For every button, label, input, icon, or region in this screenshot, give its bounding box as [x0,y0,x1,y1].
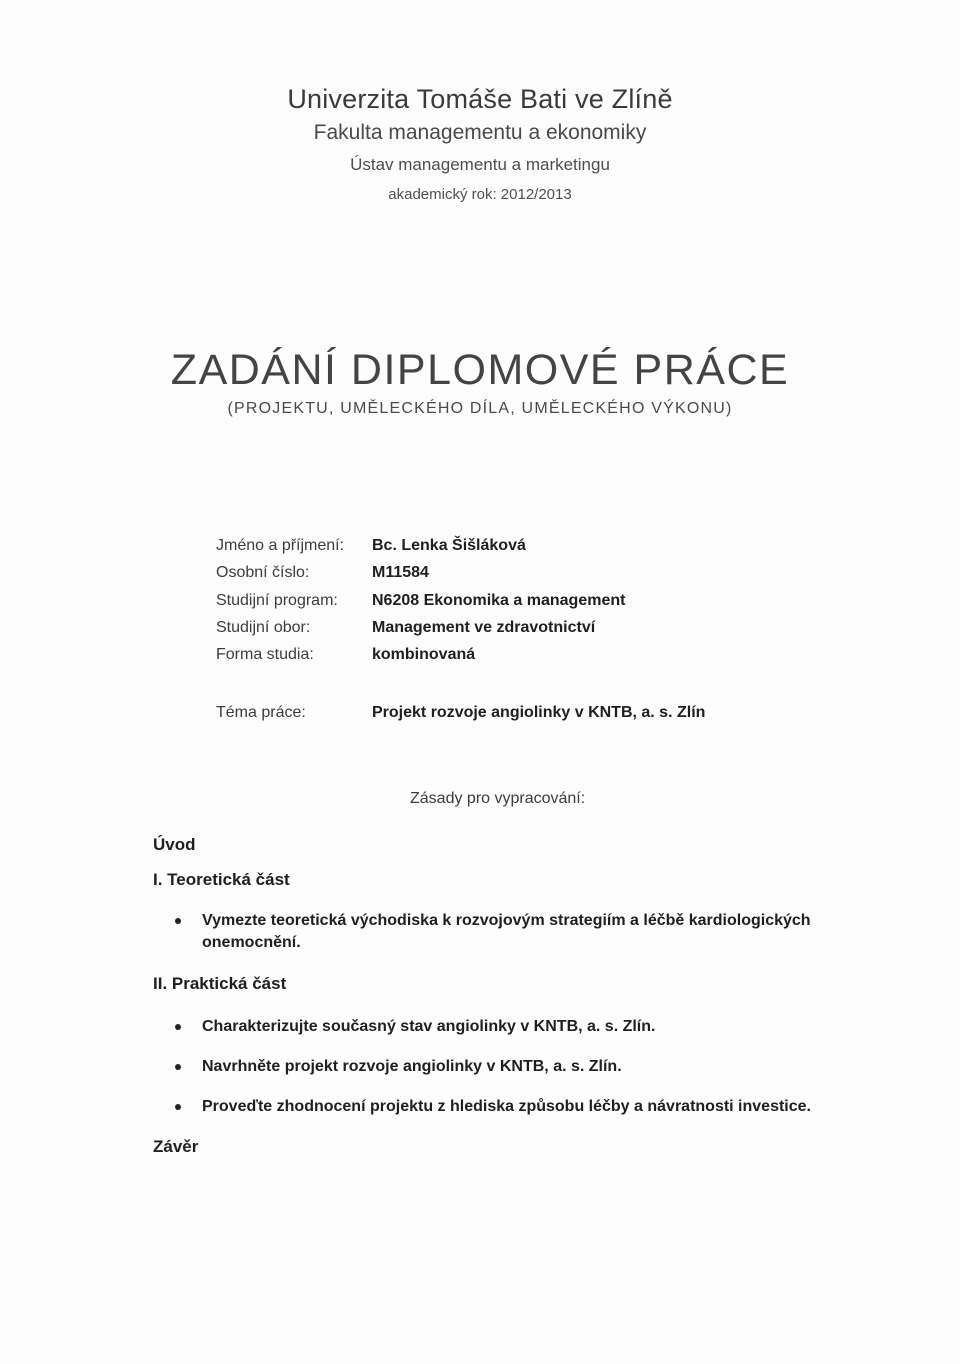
academic-year: akademický rok: 2012/2013 [388,186,572,203]
conclusion-heading: Závěr [153,1137,199,1156]
document-title: ZADÁNÍ DIPLOMOVÉ PRÁCE [170,346,790,394]
list-item-text: Vymezte teoretická východiska k rozvojovým strategiím a léčbě kardiologických onemocnění. [202,912,811,951]
topic-label: Téma práce: [216,704,306,721]
study-program-label: Studijní program: [216,592,338,609]
list-item [175,1096,855,1118]
document-subtitle: (PROJEKTU, UMĚLECKÉHO DÍLA, UMĚLECKÉHO VÝKONU) [227,400,733,417]
faculty-name: Fakulta managementu a ekonomiky [313,121,647,144]
list-item [175,910,855,956]
theoretical-part-heading: I. Teoretická část [153,870,290,889]
name-label: Jméno a příjmení: [216,537,345,554]
topic-value: Projekt rozvoje angiolinky v KNTB, a. s. Zlín [372,704,706,721]
university-name: Univerzita Tomáše Bati ve Zlíně [287,84,673,114]
personal-number-label: Osobní číslo: [216,564,310,581]
study-form-label: Forma studia: [216,646,314,663]
list-item [175,1056,855,1078]
study-field-label: Studijní obor: [216,619,311,636]
list-item-text: Proveďte zhodnocení projektu z hlediska způsobu léčby a návratnosti investice. [202,1098,811,1115]
bullet-icon [175,918,181,924]
bullet-icon [175,1104,181,1110]
list-item-text: Charakterizujte současný stav angiolinky v KNTB, a. s. Zlín. [202,1018,656,1035]
study-field-value: Management ve zdravotnictví [372,619,596,636]
practical-part-heading: II. Praktická část [153,974,287,993]
institute-name: Ústav managementu a marketingu [350,155,610,174]
bullet-icon [175,1064,181,1070]
list-item-text: Navrhněte projekt rozvoje angiolinky v KNTB, a. s. Zlín. [202,1058,622,1075]
name-value: Bc. Lenka Šišláková [372,537,526,554]
bullet-icon [175,1024,181,1030]
list-item [175,1016,855,1038]
personal-number-value: M11584 [372,564,429,581]
study-program-value: N6208 Ekonomika a management [372,592,626,609]
study-form-value: kombinovaná [372,646,476,663]
intro-heading: Úvod [153,835,196,854]
principles-heading: Zásady pro vypracování: [410,790,586,807]
